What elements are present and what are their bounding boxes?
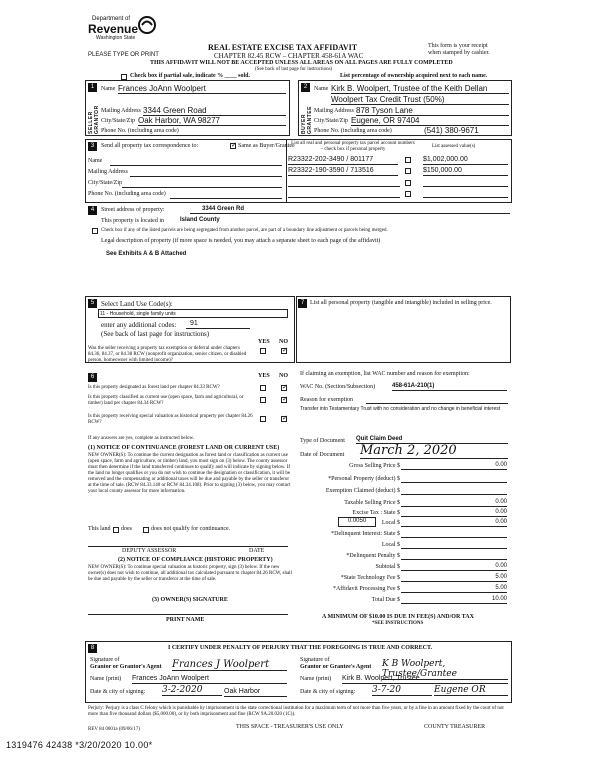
total-due-label: Total Due $ [371,597,400,603]
personal-property-label: *Personal Property (deduct) $ [328,476,400,482]
form-chapter: CHAPTER 82.45 RCW – CHAPTER 458-61A WAC [214,52,364,60]
grantor-sig-label [90,657,162,671]
section-8-badge: 8 [88,644,97,653]
doc-date-label: Date of Document [300,452,345,458]
delinquent-penalty-label: *Delinquent Penalty $ [346,553,400,559]
grantee-name: Kirk B. Woolpert, Trustee [342,675,508,684]
forest-q2-no[interactable] [281,397,287,403]
notice-continuance-title: (1) NOTICE OF CONTINUANCE (FOREST LAND OR CURRENT USE) [88,445,280,451]
exempt-no-checkbox[interactable] [281,348,287,354]
logo-dept-line: Department of [92,16,131,22]
grantor-sig-label-2: Grantor or Grantor's Agent [90,664,162,670]
wac-number: 458-61A-210(1) [392,383,507,391]
reason-text: Transfer into Testamentary Trust with no consideration and no change in beneficial interest [300,406,501,412]
grantee-sig-label-2: Grantor or Grantee's Agent [300,664,372,670]
parcel-value-2: $150,000.00 [423,167,508,176]
ownership-note: List percentage of ownership acquired next to each name. [340,73,488,79]
grantor-signature: Frances J Woolpert [172,659,287,671]
grantee-date: 3-7-20 [372,685,432,696]
value-line-3 [423,186,508,187]
grantor-sig-label-1: Signature of [90,657,120,663]
parcel-account-2: R23322-190-3590 / 713516 [288,167,398,176]
grantee-sig-label-1: Signature of [300,657,330,663]
segregated-checkbox[interactable] [92,228,98,234]
same-as-buyer-checkbox[interactable] [230,143,236,149]
notice-continuance-text: NEW OWNER(S): To continue the current designation as forest land or classification as current use (open space, farm and agriculture, or timber) land, you must sign on (3) below. The county assessor must then determine if the land transferred continues to qualify and will indicate by signing below. If the land no longer qualifies or you do not wish to continue the designation or classification, it will be removed and the compensating or additional taxes will be due and payable by the seller or transferor at the time of sale. (RCW 84.33.140 or RCW 84.34.108). Prior to signing (3) below, you may contact your local county assessor for more information. [88,453,291,494]
seller-city: Oak Harbor, WA 98277 [138,116,286,126]
land-does-not-checkbox[interactable] [143,527,149,533]
exempt-yes-checkbox[interactable] [260,348,266,354]
grantee-name-label: Name (print) [300,676,332,682]
processing-fee-label: *Affidavit Processing Fee $ [332,586,400,592]
receipt-line-2: when stamped by cashier. [428,50,490,56]
property-street: 3344 Green Rd [202,206,245,212]
print-name-label: PRINT NAME [166,617,205,623]
dor-logo [88,14,158,46]
section-2-badge: 2 [301,83,310,92]
seller-side-label: SELLER GRANTOR [88,105,100,134]
excise-local-label: Local $ [381,520,400,526]
processing-fee-value: 5.00 [401,585,507,593]
tech-fee-value: 5.00 [401,574,507,582]
buyer-city-label: City/State/Zip [314,118,348,124]
buyer-city: Eugene, OR 97404 [351,116,509,126]
section-7-badge: 7 [298,299,307,308]
buyer-name-label: Name [314,86,329,92]
receipt-note [428,43,490,57]
treasurer-stamp: 1319476 42438 *3/20/2020 10.00* [6,740,153,750]
exemption-question: Was the seller receiving a property tax exemption or deferral under chapters 84.36, 84.37, or 84.38 RCW (nonprofit organization, senior citizen, or disabled person, homeowner with limited income)? [88,346,247,363]
forest-q2: Is this property classified as current use (open space, farm and agricultural, or timber) land per chapter 84.34 RCW? [88,395,244,406]
parcel-divider [286,139,287,203]
parcel-personal-2-checkbox[interactable] [405,168,411,174]
deputy-label: DEPUTY ASSESSOR [122,548,177,554]
logo-revenue: Revenue [88,22,139,36]
minimum-note: A MINIMUM OF $10.00 IS DUE IN FEE(S) AND/OR TAX [322,614,474,620]
grantor-city: Oak Harbor [224,688,287,697]
corr-city-label: City/State/Zip [88,180,122,186]
parcel-line-4 [288,197,400,198]
local-rate-box: 0.0050 [338,517,376,527]
corr-city-line [122,187,282,188]
land-use-no: NO [279,339,288,345]
corr-address-line [130,176,282,177]
forest-if-yes: If any answers are yes, complete as instructed below. [88,436,195,441]
form-title: REAL ESTATE EXCISE TAX AFFIDAVIT [208,43,358,52]
please-type: PLEASE TYPE OR PRINT [88,52,159,58]
forest-q1-no[interactable] [281,385,287,391]
wac-label: WAC No. (Section/Subsection) [300,384,376,390]
section-6-badge: 6 [88,373,97,382]
additional-codes: 91 [186,320,250,329]
segregated-label: Check box if any of the listed parcels are being segregated from another parcel, are part of a boundary line adjustment or parcels being merged. [101,228,388,233]
forest-q1: Is this property designated as forest land per chapter 84.33 RCW? [88,385,220,390]
parcel-personal-1-checkbox[interactable] [405,157,411,163]
seller-phone-label: Phone No. (including area code) [101,128,179,134]
corr-phone-line [170,198,282,199]
excise-local-value: 0.00 [401,519,507,527]
street-label: Street address of property: [101,207,165,213]
buyer-phone-label: Phone No. (including area code) [314,128,392,134]
reason-line [366,403,508,404]
parcel-personal-4-checkbox[interactable] [405,191,411,197]
land-does-not-label: does not qualify for continuance. [151,526,231,532]
notice-compliance-title: (2) NOTICE OF COMPLIANCE (HISTORIC PROPERTY) [118,557,273,563]
parcel-value-1: $1,002,000.00 [423,156,508,165]
gross-selling-value: 0.00 [401,462,507,470]
subtotal-label: Subtotal $ [375,564,400,570]
forest-q3: Is this property receiving special valuation as historical property per chapter 84.26 RCW? [88,414,253,425]
exemption-claimed-label: Exemption Claimed (deduct) $ [325,488,400,494]
forest-no: NO [279,373,288,379]
section-5-badge: 5 [88,299,97,308]
parcel-line-3 [288,186,400,187]
forest-yes: YES [258,373,270,379]
owner-signature-label: (3) OWNER(S) SIGNATURE [152,597,228,603]
land-does-checkbox[interactable] [113,527,119,533]
rev-number: REV 84 0001a (09/06/17) [88,727,140,732]
gross-selling-label: Gross Selling Price $ [349,463,400,469]
legal-label: Legal description of property (if more space is needed, you may attach a separate sheet to each page of the affidavit) [101,238,381,244]
exemption-claimed-value [401,487,507,495]
doc-type: Quit Claim Deed [356,436,508,444]
land-use-see-back: (See back of last page for instructions) [101,330,210,338]
buyer-name-2: Woolpert Tax Credit Trust (50%) [331,95,509,105]
additional-codes-label: enter any additional codes: [101,321,177,329]
grantor-date: 3-2-2020 [162,685,222,696]
corr-name-line [110,165,282,166]
section-3-badge: 3 [88,142,97,151]
certify-heading: I CERTIFY UNDER PENALTY OF PERJURY THAT THE FOREGOING IS TRUE AND CORRECT. [168,645,433,651]
forest-q3-no[interactable] [281,416,287,422]
land-use-yes: YES [258,339,270,345]
doc-date: March 2, 2020 [360,444,508,459]
buyer-address: 878 Tyson Lane [356,106,509,116]
personal-property-value [401,475,507,483]
corr-phone-label: Phone No. (including area code) [88,191,166,197]
tech-fee-label: *State Technology Fee $ [340,575,400,581]
excise-state-value: 0.00 [401,509,507,517]
seller-name-label: Name [101,86,116,92]
seller-address: 3344 Green Road [143,106,286,116]
section-1-badge: 1 [88,83,97,92]
same-as-buyer-label: Same as Buyer/Grantee [238,143,295,149]
subtotal-value: 0.00 [401,563,507,571]
exemption-label: If claiming an exemption, list WAC number and reason for exemption: [300,371,470,377]
corr-address-label: Mailing Address [88,169,128,175]
value-line-4 [423,197,508,198]
doc-type-label: Type of Document [300,438,345,444]
corr-name-label: Name [88,158,103,164]
buyer-side-label: BUYER GRANTEE [301,106,313,134]
print-name-line [88,614,288,615]
buyer-address-label: Mailing Address [314,108,354,114]
taxable-price-value: 0.00 [401,499,507,507]
property-county: Island County [180,217,220,223]
section-4-badge: 4 [88,206,97,215]
personal-property-label: List all personal property (tangible and intangible) included in selling price. [310,300,492,306]
delinquent-penalty-value [401,552,507,560]
see-instructions: *SEE INSTRUCTIONS [372,621,424,626]
deputy-date-label: DATE [249,548,265,554]
located-label: This property is located in [101,218,164,224]
delinquent-local-value [401,541,507,549]
grantee-city: Eugene OR [434,685,508,696]
grantee-sig-label [300,657,371,671]
reason-label: Reason for exemption [300,397,353,403]
parcel-header: List all real and personal property tax parcel account numbers – check box if personal property [291,141,415,152]
parcel-account-1: R23322-202-3490 / 801177 [288,156,398,165]
land-does-label: does [121,526,132,532]
seller-address-label: Mailing Address [101,108,141,114]
treasurer-space-label: THIS SPACE - TREASURER'S USE ONLY [236,724,344,730]
forest-q1-yes[interactable] [260,385,266,391]
seller-city-label: City/State/Zip [101,118,135,124]
buyer-phone: (541) 380-9671 [424,126,509,136]
deputy-line [88,546,288,547]
notice-compliance-text: NEW OWNER(S): To continue special valuation as historic property, sign (3) below. If the new owner(s) does not wish to continue, all additional tax calculated pursuant to chapter 84.26 RCW, shall be due and payable by the seller or transferor at the time of sale. [88,565,292,582]
correspondence-label: Send all property tax correspondence to: [101,143,199,149]
this-land-label: This land [88,526,111,532]
accept-note: THIS AFFIDAVIT WILL NOT BE ACCEPTED UNLESS ALL AREAS ON ALL PAGES ARE FULLY COMPLETED [150,60,453,66]
parcel-personal-3-checkbox[interactable] [405,180,411,186]
grantee-signature: K B Woolpert, Trustee/Grantee [382,659,508,680]
grantor-name-label: Name (print) [90,676,122,682]
buyer-name-1: Kirk B. Woolpert, Trustee of the Keith Dellan [331,84,509,94]
land-use-code: 11 - Household, single family units [100,311,176,317]
dor-swirl-icon [138,14,156,36]
taxable-price-label: Taxable Selling Price $ [344,500,400,506]
see-back-note: (See back of last page for instructions) [255,67,333,72]
value-header: List assessed value(s) [432,144,476,149]
grantee-date-label: Date & city of signing: [300,689,356,695]
street-line [190,213,510,214]
delinquent-state-value [401,530,507,538]
total-due-value: 10.00 [401,596,507,604]
grantor-date-label: Date & city of signing: [90,689,146,695]
forest-q3-yes[interactable] [260,416,266,422]
forest-q2-yes[interactable] [260,397,266,403]
excise-state-label: Excise Tax : State $ [352,510,400,516]
logo-state: Washington State [96,35,136,41]
land-use-label: Select Land Use Code(s): [101,300,173,308]
receipt-line-1: This form is your receipt [428,43,488,49]
delinquent-state-label: *Delinquent Interest: State $ [331,531,400,537]
exhibits-text: See Exhibits A & B Attached [106,251,187,257]
partial-sale-label: Check box if partial sale, indicate % ____ sold. [130,73,251,79]
delinquent-local-label: Local $ [381,542,400,548]
county-treasurer-label: COUNTY TREASURER [424,724,486,730]
seller-name: Frances JoAnn Woolpert [118,84,286,94]
perjury-note: Perjury: Perjury is a class C felony which is punishable by imprisonment in the state correctional institution for a maximum term of not more than five years, or by a fine in an amount fixed by the court of not more than five thousand dollars ($5,000.00), or by both imprisonment and fine (RCW 9A.20.020 (1C)). [88,706,504,717]
grantor-name: Frances JoAnn Woolpert [132,675,287,684]
